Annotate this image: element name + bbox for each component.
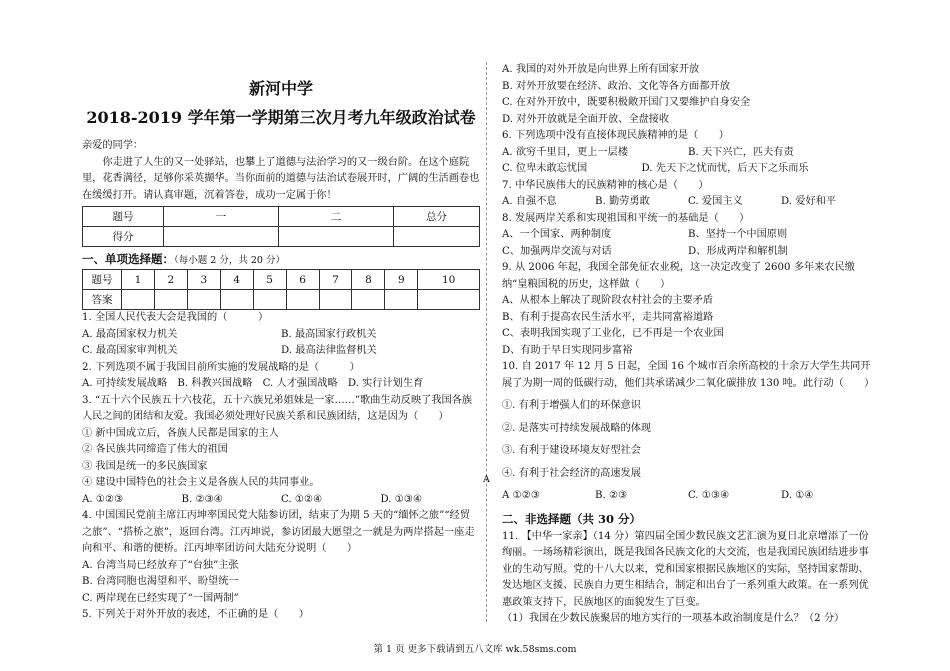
- option: A. 台湾当局已经放弃了“台独”主张: [82, 559, 239, 571]
- option: C. 位卑未敢忘忧国: [502, 163, 588, 174]
- question-8: 8. 发展两岸关系和实现祖国和平统一的基础是（ ）: [502, 212, 750, 224]
- option: D. ①④: [781, 490, 814, 501]
- answer-number: 1: [122, 270, 155, 290]
- question-3-item: ② 各民族共同缔造了伟大的祖国: [82, 444, 228, 455]
- option: A. ①②③: [82, 493, 124, 505]
- question-4: 4. 中国国民党前主席江丙坤率国民党大陆参访团，结束了为期 5 天的“缅怀之旅”“经贸之旅”、“搭桥之旅”，返回台湾。江丙坤说，参访团最大愿望之一就是为两岸搭起一座走向和平、和谐的便桥。江丙坤率团访问大陆充分说明（ ）: [82, 510, 475, 554]
- question-3-options: [82, 492, 480, 509]
- school-name: 新河中学: [248, 79, 313, 98]
- question-6: 6. 下列选项中没有直接体现民族精神的是（ ）: [502, 130, 729, 141]
- question-3-item: ① 新中国成立后，各族人民都是国家的主人: [82, 427, 279, 439]
- answer-number: 9: [385, 270, 418, 290]
- left-column: [82, 62, 480, 624]
- option: C. 两岸现在已经实现了“一国两制”: [82, 592, 239, 604]
- question-6-options-row1: [502, 145, 874, 162]
- section1-heading: [82, 251, 480, 267]
- question-9: 9. 从 2006 年起，我国全部免征农业税，这一决定改变了 2600 多年来农民缴纳“皇粮国税的历史，这样做（ ）: [502, 262, 855, 290]
- question-5: 5. 下列关于对外开放的表述，不正确的是（ ）: [82, 609, 309, 620]
- answer-cell[interactable]: [385, 290, 418, 310]
- question-8-options-row2: [502, 244, 874, 261]
- answer-number: 4: [220, 270, 253, 290]
- answer-header-label: 题号: [83, 270, 122, 290]
- answer-cell[interactable]: [220, 290, 253, 310]
- answer-cell[interactable]: [286, 290, 319, 310]
- option: A. 我国的对外开放是向世界上所有国家开放: [502, 64, 700, 75]
- answer-number: 2: [154, 270, 187, 290]
- section1-title: 一、单项选择题：: [82, 252, 174, 266]
- option: D、形成两岸和解机制: [688, 245, 788, 257]
- score-header-part2: 二: [279, 207, 394, 227]
- question-10-item: ④. 有利于社会经济的高速发展: [502, 467, 641, 479]
- score-cell[interactable]: [164, 227, 279, 247]
- score-header-total: 总分: [394, 207, 480, 227]
- option: B. 台湾同胞也渴望和平、盼望统一: [82, 576, 239, 587]
- question-7-options: [502, 194, 874, 211]
- answer-number: 7: [319, 270, 352, 290]
- option: C. 最高国家审判机关: [82, 345, 178, 356]
- intro-text: 你走进了人生的又一处驿站，也攀上了道德与法治学习的又一级台阶。在这个庭院里，花香满径，足够你采英撷华。当你面前的道德与法治试卷展开时，广阔的生活画卷也在缓缓打开。请认真审题，沉着答卷，成功一定属于你！: [82, 156, 480, 201]
- option: D. 最高法律监督机关: [281, 345, 377, 356]
- question-10-item: ②. 是落实可持续发展战略的体现: [502, 422, 652, 434]
- option: D. 先天下之忧而忧，后天下之乐而乐: [641, 163, 809, 174]
- option: B. 勤劳勇敢: [595, 196, 650, 207]
- option: C、表明我国实现了工业化，已不再是一个农业国: [502, 328, 724, 339]
- exam-title: 2018-2019 学年第一学期第三次月考九年级政治试卷: [86, 108, 476, 127]
- option: A. 欲穷千里目，更上一层楼: [502, 146, 628, 158]
- question-6-options-row2: [502, 161, 874, 178]
- answer-cell[interactable]: [352, 290, 385, 310]
- answer-number: 5: [253, 270, 286, 290]
- option: B、有利于提高农民生活水平，走共同富裕道路: [502, 311, 714, 323]
- question-11: 11. 【中华一家亲】（14 分）第四届全国少数民族文艺汇演为夏日北京增添了一份绚丽。一场场精彩演出，既是我国各民族文化的大交流，也是我国民族团结进步事业的生动写照。党的十八大以来，党和国家根据民族地区的实际，坚持国家帮助、发达地区支援、民族自力更生相结合，制定和出台了一系列重大政策。在一系列优惠政策支持下，民族地区的面貌发生了巨变。: [502, 530, 869, 608]
- option: B. ②③④: [181, 493, 223, 505]
- question-1-options-row1: [82, 327, 480, 344]
- answer-number: 8: [352, 270, 385, 290]
- answer-number: 3: [187, 270, 220, 290]
- answer-cell[interactable]: [122, 290, 155, 310]
- option: B. 最高国家行政机关: [281, 328, 377, 340]
- question-3: 3. “五十六个民族五十六枝花，五十六族兄弟姐妹是一家……”歌曲生动反映了我国各族人民之间的团结和友爱。我国必须处理好民族关系和民族团结，这是因为（ ）: [82, 394, 473, 422]
- option: C. ①③④: [688, 490, 730, 501]
- question-10-options: [502, 488, 874, 505]
- option: C. 在对外开放中，既要积极敞开国门又要维护自身安全: [502, 97, 751, 108]
- question-10: 10. 自 2017 年 12 月 5 日起，全国 16 个城市百余所高校的十余万大学生共同开展了为期一周的低碳行动，他们共承诺减少二氧化碳排放 130 吨。此行动（ ）: [502, 361, 875, 389]
- question-2: 2. 下列选项不属于我国目前所实施的发展战略的是（ ）: [82, 361, 360, 373]
- option: A、从根本上解决了现阶段农村社会的主要矛盾: [502, 295, 714, 306]
- answer-cell[interactable]: [154, 290, 187, 310]
- option: B、坚持一个中国原则: [688, 229, 788, 240]
- score-header-number: 题号: [83, 207, 164, 227]
- score-cell[interactable]: [394, 227, 480, 247]
- score-table: [82, 206, 480, 247]
- greeting: 亲爱的同学：: [82, 140, 144, 151]
- answer-cell[interactable]: [319, 290, 352, 310]
- page-footer: 第 1 页 更多下载请到五八文库 wk.58sms.com: [373, 644, 577, 655]
- question-7: 7. 中华民族伟大的民族精神的核心是（ ）: [502, 179, 709, 191]
- option: A. 最高国家权力机关: [82, 328, 178, 340]
- stray-mark: A: [483, 474, 490, 485]
- option: D、有助于早日实现同步富裕: [502, 344, 633, 356]
- score-cell[interactable]: [279, 227, 394, 247]
- score-row-label: 得分: [83, 227, 164, 247]
- question-1-options-row2: [82, 343, 480, 360]
- right-column: [502, 62, 874, 628]
- answer-cell[interactable]: [187, 290, 220, 310]
- option: C、加强两岸交流与对话: [502, 245, 612, 257]
- question-11-sub1: （1）我国在少数民族聚居的地方实行的一项基本政治制度是什么？（2 分）: [502, 613, 845, 624]
- answer-table: [82, 269, 480, 310]
- question-10-item: ①. 有利于增强人们的环保意识: [502, 400, 641, 411]
- section1-note: （每小题 2 分，共 20 分）: [174, 255, 285, 266]
- section2-title: 二、非选择题（共 30 分）: [502, 511, 642, 526]
- answer-cell[interactable]: [253, 290, 286, 310]
- option: D. 对外开放就是全面开放、全盘接收: [502, 113, 670, 125]
- option: A ①②③: [502, 490, 540, 501]
- option: B. 天下兴亡，匹夫有责: [688, 146, 794, 158]
- option: C. ①②④: [281, 493, 323, 505]
- answer-number: 10: [418, 270, 480, 290]
- question-10-item: ③. 有利于建设环境友好型社会: [502, 445, 641, 456]
- score-header-part1: 一: [164, 207, 279, 227]
- question-8-options-row1: [502, 227, 874, 244]
- question-2-options: A. 可持续发展战略 B. 科教兴国战略 C. 人才强国战略 D. 实行计划生育: [82, 378, 424, 389]
- answer-row-label: 答案: [83, 290, 122, 310]
- option: A. 自强不息: [502, 196, 557, 207]
- column-divider: [486, 62, 487, 622]
- option: B. 对外开放要在经济、政治、文化等各方面都开放: [502, 80, 730, 92]
- question-1: 1. 全国人民代表大会是我国的（ ）: [82, 312, 269, 323]
- option: C. 爱国主义: [688, 196, 743, 207]
- answer-number: 6: [286, 270, 319, 290]
- answer-cell[interactable]: [418, 290, 480, 310]
- question-3-item: ④ 建设中国特色的社会主义是各族人民的共同事业。: [82, 477, 320, 488]
- option: D. ①③④: [380, 493, 423, 505]
- option: B. ②③: [595, 490, 628, 501]
- option: A、一个国家、两种制度: [502, 229, 612, 240]
- question-3-item: ③ 我国是统一的多民族国家: [82, 460, 208, 472]
- option: D. 爱好和平: [781, 196, 837, 207]
